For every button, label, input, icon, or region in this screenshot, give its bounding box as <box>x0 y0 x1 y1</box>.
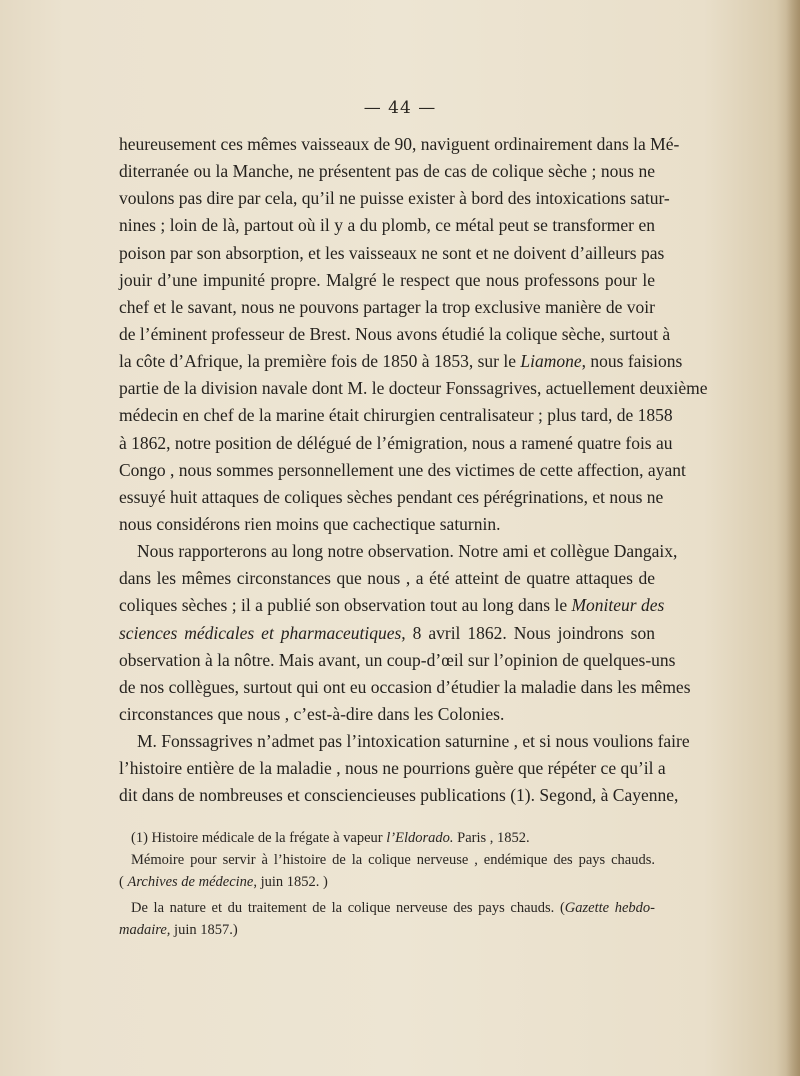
body-line <box>119 538 678 565</box>
body-text: la côte d’Afrique, la première fois de 1850 à 1853, sur le <box>119 351 517 372</box>
page-edge-shadow <box>786 0 800 1076</box>
body-line <box>119 782 679 809</box>
body-italic-text: Liamone <box>520 351 582 372</box>
body-line <box>119 484 664 511</box>
body-line <box>119 212 655 239</box>
body-line <box>119 185 670 212</box>
body-text: voulons pas dire par cela, qu’il ne puisse exister à bord des intoxications satur- <box>119 188 670 209</box>
body-text: l’histoire entière de la maladie , nous ne pourrions guère que répéter ce qu’il a <box>119 758 666 779</box>
footnote-line <box>119 871 655 893</box>
body-text: essuyé huit attaques de coliques sèches pendant ces pérégrinations, et nous ne <box>119 486 664 507</box>
body-text: heureusement ces mêmes vaisseaux de 90, naviguent ordinairement dans la Mé- <box>119 134 680 154</box>
footnote-line <box>119 849 655 871</box>
body-line <box>119 375 708 402</box>
body-text: poison par son absorption, et les vaisseaux ne sont et ne doivent d’ailleurs pas <box>119 242 665 263</box>
body-line <box>119 511 655 538</box>
footnote-line <box>119 827 655 849</box>
body-text-after: 8 avril 1862. Nous joindrons son <box>405 622 655 643</box>
footnote-text: (1) Histoire médicale de la frégate à vapeur <box>131 830 383 846</box>
body-line <box>119 240 665 267</box>
body-text: circonstances que nous , c’est-à-dire dans les Colonies. <box>119 703 505 724</box>
body-line <box>119 647 676 674</box>
body-line <box>119 592 665 619</box>
body-line <box>119 321 671 348</box>
body-italic-text: Moniteur des <box>571 595 665 616</box>
body-italic-text: sciences médicales et pharmaceutiques, <box>119 622 406 643</box>
footnote-line <box>119 919 655 941</box>
body-line <box>119 674 691 701</box>
body-line <box>119 457 686 484</box>
body-line <box>119 620 655 647</box>
body-line <box>119 701 655 728</box>
footnote-italic-text: Gazette hebdo- <box>564 900 656 916</box>
body-text: jouir d’une impunité propre. Malgré le respect que nous professons pour le <box>119 269 655 290</box>
footnotes <box>119 827 655 941</box>
footnote-italic-text: madaire, <box>119 922 171 938</box>
body-text: à 1862, notre position de délégué de l’émigration, nous a ramené quatre fois au <box>119 432 673 453</box>
body-text: partie de la division navale dont M. le docteur Fonssagrives, actuellement deuxième <box>119 378 708 399</box>
body-text: observation à la nôtre. Mais avant, un coup-d’œil sur l’opinion de quelques-uns <box>119 649 676 670</box>
body-line <box>119 755 666 782</box>
footnote-italic-text: l’Eldorado. <box>386 830 454 846</box>
body-text: nous considérons rien moins que cachectique saturnin. <box>119 513 501 534</box>
body-text: Congo , nous sommes personnellement une des victimes de cette affection, ayant <box>119 459 686 480</box>
body-line <box>119 565 655 592</box>
footnote-line <box>119 897 655 919</box>
body-line <box>119 267 655 294</box>
footnote-text: Mémoire pour servir à l’histoire de la colique nerveuse , endémique des pays chauds. <box>131 852 655 868</box>
body-text: diterranée ou la Manche, ne présentent pas de cas de colique sèche ; nous ne <box>119 161 655 182</box>
body-line <box>119 158 655 185</box>
footnote-text-after: Paris , 1852. <box>453 830 530 846</box>
body-line <box>119 348 683 375</box>
body-line <box>119 430 673 457</box>
body-text: nines ; loin de là, partout où il y a du plomb, ce métal peut se transformer en <box>119 215 655 236</box>
body-text: de l’éminent professeur de Brest. Nous avons étudié la colique sèche, surtout à <box>119 323 671 344</box>
body-text: de nos collègues, surtout qui ont eu occasion d’étudier la maladie dans les mêmes <box>119 676 691 697</box>
body-text: chef et le savant, nous ne pouvons partager la trop exclusive manière de voir <box>119 296 655 317</box>
body-text: dans les mêmes circonstances que nous , a été atteint de quatre attaques de <box>119 568 655 589</box>
body-line <box>119 131 680 158</box>
body-line <box>119 728 690 755</box>
body-text-after: , nous faisions <box>581 351 683 372</box>
footnote-text: De la nature et du traitement de la colique nerveuse des pays chauds. ( <box>131 900 565 916</box>
body-line <box>119 294 655 321</box>
body-text: Nous rapporterons au long notre observation. Notre ami et collègue Dangaix, <box>137 541 678 562</box>
body-text: médecin en chef de la marine était chirurgien centralisateur ; plus tard, de 1858 <box>119 405 673 426</box>
page-number: — 44 — <box>363 98 437 118</box>
body-text: coliques sèches ; il a publié son observation tout au long dans le <box>119 595 568 616</box>
body-text: M. Fonssagrives n’admet pas l’intoxication saturnine , et si nous voulions faire <box>137 731 690 752</box>
body-text: dit dans de nombreuses et consciencieuses publications (1). Segond, à Cayenne, <box>119 785 679 806</box>
footnote-text-after: , juin 1852. ) <box>253 874 328 890</box>
body-line <box>119 402 673 429</box>
footnote-text: ( <box>119 874 128 890</box>
body-text <box>119 131 708 810</box>
footnote-text-after: juin 1857.) <box>170 922 238 938</box>
footnote-italic-text: Archives de médecine <box>127 874 254 890</box>
